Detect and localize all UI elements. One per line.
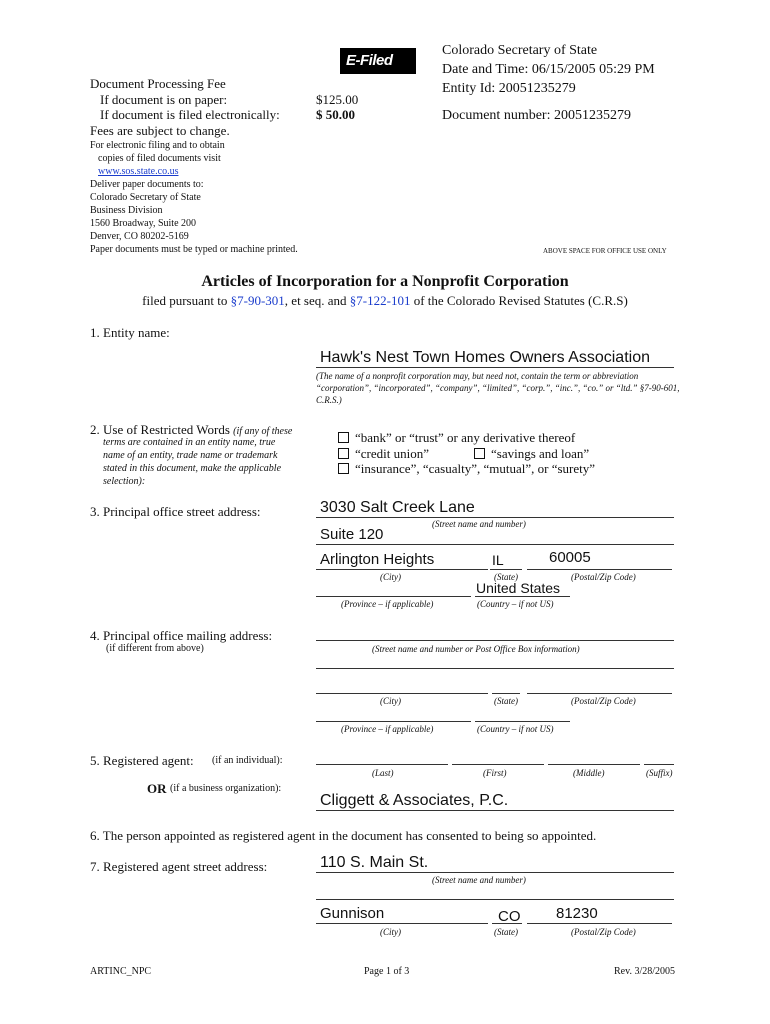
restricted-words-note: selection): — [103, 476, 146, 487]
filing-stamp-entity-id: Entity Id: 20051235279 — [442, 81, 576, 96]
principal-zip-field[interactable]: 60005 — [549, 549, 591, 566]
restricted-option-credit-union[interactable] — [338, 446, 429, 461]
agent-suffix-field[interactable] — [644, 764, 674, 765]
mailing-address-label: 4. Principal office mailing address: — [90, 628, 273, 643]
mailing-address-sublabel: (if different from above) — [106, 643, 204, 654]
principal-zip-caption: (Postal/Zip Code) — [571, 572, 636, 582]
agent-last-caption: (Last) — [372, 768, 394, 778]
revision-date: Rev. 3/28/2005 — [614, 966, 676, 977]
restricted-words-title: 2. Use of Restricted Words — [90, 422, 230, 437]
agent-street-caption: (Street name and number) — [432, 875, 526, 885]
instruction-line: Denver, CO 80202-5169 — [90, 231, 189, 242]
subtitle-text: filed pursuant to — [142, 293, 231, 308]
option-label: “credit union” — [355, 446, 429, 461]
agent-street-field[interactable]: 110 S. Main St. — [320, 854, 429, 871]
entity-name-label: 1. Entity name: — [90, 325, 170, 340]
agent-last-name-field[interactable] — [316, 764, 448, 765]
agent-consent-statement: 6. The person appointed as registered agent in the document has consented to being so appointed. — [90, 828, 597, 843]
fee-title: Document Processing Fee — [90, 76, 226, 91]
form-subtitle — [0, 293, 770, 308]
statute-link-7-122-101[interactable]: §7-122-101 — [349, 293, 411, 308]
agent-zip-underline — [527, 923, 672, 924]
mailing-province-field[interactable] — [316, 721, 471, 722]
filing-stamp-office: Colorado Secretary of State — [442, 43, 598, 58]
principal-state-underline — [490, 569, 522, 570]
agent-middle-name-field[interactable] — [548, 764, 640, 765]
mailing-street-caption: (Street name and number or Post Office Box information) — [372, 644, 580, 654]
principal-city-field[interactable]: Arlington Heights — [320, 551, 435, 568]
instruction-line: For electronic filing and to obtain — [90, 140, 225, 151]
fee-paper-value: $125.00 — [316, 92, 359, 107]
form-id: ARTINC_NPC — [90, 966, 152, 977]
filing-stamp-document-number: Document number: 20051235279 — [442, 108, 631, 123]
option-label: “savings and loan” — [491, 446, 590, 461]
efiled-logo-text: E-Filed — [346, 52, 393, 69]
entity-name-underline — [316, 367, 674, 368]
agent-state-underline — [492, 923, 522, 924]
registered-agent-label: 5. Registered agent: — [90, 753, 194, 768]
option-label: “bank” or “trust” or any derivative thereof — [355, 430, 576, 445]
checkbox[interactable] — [474, 448, 485, 459]
mailing-province-caption: (Province – if applicable) — [341, 724, 434, 734]
option-label: “insurance”, “casualty”, “mutual”, or “surety” — [355, 461, 596, 476]
agent-street-label: 7. Registered agent street address: — [90, 859, 268, 874]
fee-electronic-label: If document is filed electronically: — [100, 107, 280, 122]
agent-state-caption: (State) — [494, 927, 518, 937]
restricted-option-insurance[interactable] — [338, 461, 595, 476]
mailing-city-caption: (City) — [380, 696, 401, 706]
efiled-logo — [340, 48, 416, 74]
instruction-line: Colorado Secretary of State — [90, 192, 201, 203]
principal-street-underline — [316, 517, 674, 518]
agent-city-field[interactable]: Gunnison — [320, 905, 385, 922]
mailing-state-field[interactable] — [492, 693, 520, 694]
principal-country-underline — [475, 596, 570, 597]
principal-street2-field[interactable]: Suite 120 — [320, 526, 384, 543]
fee-change-note: Fees are subject to change. — [90, 123, 230, 138]
sos-website-link[interactable]: www.sos.state.co.us — [98, 166, 179, 177]
principal-street-label: 3. Principal office street address: — [90, 504, 261, 519]
restricted-words-note: terms are contained in an entity name, true — [103, 437, 276, 448]
principal-city-caption: (City) — [380, 572, 401, 582]
agent-city-underline — [316, 923, 488, 924]
principal-zip-underline — [527, 569, 672, 570]
agent-zip-caption: (Postal/Zip Code) — [571, 927, 636, 937]
checkbox[interactable] — [338, 448, 349, 459]
filing-stamp-datetime: Date and Time: 06/15/2005 05:29 PM — [442, 62, 655, 77]
principal-street-caption: (Street name and number) — [432, 519, 526, 529]
mailing-country-field[interactable] — [475, 721, 570, 722]
instruction-line: Deliver paper documents to: — [90, 179, 204, 190]
instruction-line: Paper documents must be typed or machine printed. — [90, 244, 298, 255]
subtitle-text: of the Colorado Revised Statutes (C.R.S) — [410, 293, 628, 308]
checkbox[interactable] — [338, 463, 349, 474]
mailing-street2-field[interactable] — [316, 668, 674, 669]
fee-electronic-value: $ 50.00 — [316, 107, 355, 122]
principal-province-underline — [316, 596, 471, 597]
fee-paper-label: If document is on paper: — [100, 92, 228, 107]
agent-business-field[interactable]: Cliggett & Associates, P.C. — [320, 792, 509, 809]
statute-link-7-90-301[interactable]: §7-90-301 — [230, 293, 285, 308]
agent-street-underline — [316, 872, 674, 873]
mailing-zip-field[interactable] — [527, 693, 672, 694]
principal-city-underline — [316, 569, 488, 570]
agent-or-label: OR — [147, 781, 167, 796]
restricted-option-savings-loan[interactable] — [474, 446, 589, 461]
principal-street2-underline — [316, 544, 674, 545]
mailing-state-caption: (State) — [494, 696, 518, 706]
agent-zip-field[interactable]: 81230 — [556, 905, 598, 922]
page-number: Page 1 of 3 — [364, 966, 410, 977]
registered-agent-individual-label: (if an individual): — [212, 755, 283, 766]
agent-street2-field[interactable] — [316, 899, 674, 900]
principal-state-field[interactable]: IL — [492, 552, 504, 568]
restricted-words-inline-note: (if any of these — [233, 426, 293, 437]
agent-business-label: (if a business organization): — [170, 783, 282, 794]
principal-state-caption: (State) — [494, 572, 518, 582]
principal-street-field[interactable]: 3030 Salt Creek Lane — [320, 499, 475, 516]
office-use-note: ABOVE SPACE FOR OFFICE USE ONLY — [543, 247, 667, 255]
principal-country-field[interactable]: United States — [476, 580, 561, 596]
mailing-zip-caption: (Postal/Zip Code) — [571, 696, 636, 706]
instruction-line: 1560 Broadway, Suite 200 — [90, 218, 197, 229]
instruction-line: Business Division — [90, 205, 163, 216]
principal-country-caption: (Country – if not US) — [477, 599, 554, 609]
mailing-city-field[interactable] — [316, 693, 488, 694]
agent-state-field[interactable]: CO — [498, 908, 521, 925]
entity-name-field[interactable]: Hawk's Nest Town Homes Owners Association — [320, 349, 650, 366]
form-title: Articles of Incorporation for a Nonprofit Corporation — [201, 273, 569, 290]
agent-city-caption: (City) — [380, 927, 401, 937]
principal-province-caption: (Province – if applicable) — [341, 599, 434, 609]
instruction-line: copies of filed documents visit — [98, 153, 221, 164]
subtitle-text: , et seq. and — [284, 293, 350, 308]
restricted-words-note: stated in this document, make the applicable — [103, 463, 282, 474]
mailing-street-field[interactable] — [316, 640, 674, 641]
agent-first-caption: (First) — [483, 768, 507, 778]
agent-first-name-field[interactable] — [452, 764, 544, 765]
restricted-words-note: name of an entity, trade name or trademark — [103, 450, 278, 461]
entity-name-note: (The name of a nonprofit corporation may, but need not, contain the term or abbreviation “corporation”, “incorporated”, “company”, “limited”, “corp.”, “inc.”, “co.” or “ltd.” §7-90-601, C.R.S.) — [316, 371, 680, 405]
restricted-option-bank-trust[interactable] — [338, 430, 575, 445]
checkbox[interactable] — [338, 432, 349, 443]
agent-business-underline — [316, 810, 674, 811]
agent-suffix-caption: (Suffix) — [646, 768, 673, 778]
agent-middle-caption: (Middle) — [573, 768, 605, 778]
mailing-country-caption: (Country – if not US) — [477, 724, 554, 734]
